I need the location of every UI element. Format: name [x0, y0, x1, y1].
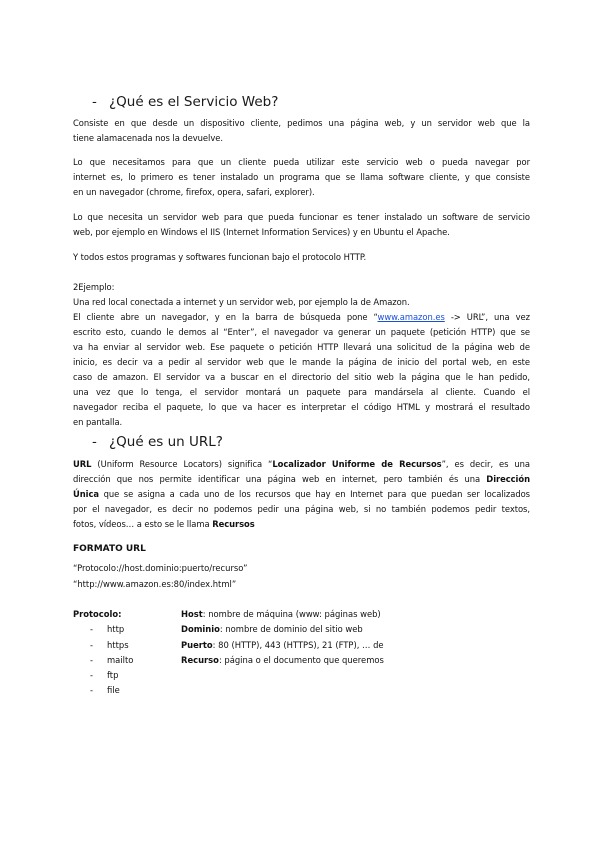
list-item — [73, 622, 133, 637]
protocol-label: Protocolo: — [73, 609, 122, 619]
protocol-name: http — [107, 624, 125, 635]
heading-dash: - — [92, 434, 97, 450]
heading-text: ¿Qué es el Servicio Web? — [109, 94, 279, 110]
paragraph-http — [73, 250, 530, 265]
text-line: Lo que necesitamos para que un cliente pueda utilizar este servicio web o pueda navegar por — [73, 157, 530, 167]
bold-term: Única — [73, 489, 99, 499]
text-line: Lo que necesita un servidor web para que pueda funcionar es tener instalado un software de servicio — [73, 212, 530, 222]
text-line — [73, 472, 530, 487]
text-fragment: que se asigna a cada uno de los recursos que hay en Internet para que puedan ser localizados — [99, 489, 530, 499]
domain-text: : nombre de dominio del sitio web — [219, 624, 363, 635]
list-item — [73, 683, 133, 698]
format-section — [73, 541, 247, 592]
heading-dash: - — [92, 94, 97, 110]
list-dash: - — [90, 685, 94, 696]
example-label: 2Ejemplo: — [73, 282, 115, 292]
paragraph-server-needs — [73, 210, 530, 240]
bold-term: Dirección — [486, 474, 530, 484]
protocol-column — [73, 607, 133, 699]
protocol-name: ftp — [107, 670, 119, 681]
port-description — [181, 638, 384, 653]
text-line — [73, 517, 530, 532]
url-term: URL — [73, 459, 92, 469]
text-line: web, por ejemplo en Windows el IIS (Internet Information Services) y en Ubuntu el Apache. — [73, 227, 450, 237]
host-label: Host — [181, 609, 203, 619]
text-fragment: -> URL”, una vez — [444, 312, 530, 322]
resource-text: : página o el documento que queremos — [218, 654, 384, 665]
text-line — [73, 487, 530, 502]
list-dash: - — [90, 624, 94, 635]
paragraph-example — [73, 280, 530, 430]
amazon-link[interactable]: www.amazon.es — [377, 312, 445, 322]
text-fragment: (Uniform Resource Locators) significa “ — [91, 459, 273, 469]
domain-label: Dominio — [181, 624, 220, 635]
text-line: inicio, es decir va a pedir al servidor web que le mande la página de inicio del portal web, en este — [73, 357, 530, 367]
text-line: va ha enviar al servidor web. Ese paquete o petición HTTP llevará una solicitud de la página web de — [73, 342, 530, 352]
text-line: Consiste en que desde un dispositivo cliente, pedimos una página web, y un servidor web que la — [73, 118, 530, 128]
text-fragment: ”, es decir, es una — [441, 459, 531, 469]
port-text: : 80 (HTTP), 443 (HTTPS), 21 (FTP), … de — [212, 639, 384, 650]
text-line: navegador reciba el paquete, lo que va hacer es interpretar el código HTML y mostrará el resultado — [73, 402, 530, 412]
heading-servicio-web — [92, 94, 278, 110]
text-line: escrito esto, cuando le demos al “Enter”, el navegador va generar un paquete (petición HTTP) que se — [73, 327, 530, 337]
protocol-name: file — [107, 685, 120, 696]
text-fragment: fotos, vídeos… a esto se le llama — [73, 519, 213, 529]
bold-term: Recursos — [212, 519, 255, 529]
protocol-name: https — [107, 639, 129, 650]
paragraph-definition — [73, 116, 530, 146]
port-label: Puerto — [181, 639, 213, 650]
heading-url — [92, 434, 223, 450]
bold-term: Localizador Uniforme de Recursos — [272, 459, 442, 469]
text-line: Una red local conectada a internet y un servidor web, por ejemplo la de Amazon. — [73, 297, 410, 307]
resource-description — [181, 653, 384, 668]
text-line — [73, 457, 530, 472]
text-line — [73, 310, 530, 325]
list-item — [73, 668, 133, 683]
format-example: “Protocolo://host.dominio:puerto/recurso” — [73, 563, 248, 573]
text-line: internet es, lo primero es tener instalado un programa que se llama software cliente, y que consiste — [73, 172, 530, 182]
domain-description — [181, 622, 384, 637]
text-fragment: dirección que nos permite identificar una página web en internet, pero también és una — [73, 474, 487, 484]
list-dash: - — [90, 654, 94, 665]
text-line: una vez que lo tenga, el servidor montará un paquete para mandársela al cliente. Cuando el — [73, 387, 530, 397]
paragraph-client-needs — [73, 155, 530, 200]
text-line: tiene alamacenada nos la devuelve. — [73, 133, 223, 143]
list-dash: - — [90, 639, 94, 650]
text-line: por el navegador, es decir no podemos pedir una página web, si no también podemos pedir textos, — [73, 504, 530, 514]
list-item — [73, 653, 133, 668]
text-line: en un navegador (chrome, firefox, opera, safari, explorer). — [73, 187, 315, 197]
host-description — [181, 607, 384, 622]
text-line: caso de amazon. El servidor va a buscar en el directorio del sitio web la página que le han pedido, — [73, 372, 530, 382]
paragraph-url-definition — [73, 457, 530, 532]
heading-text: ¿Qué es un URL? — [109, 434, 223, 450]
host-text: : nombre de máquina (www: páginas web) — [202, 609, 381, 619]
resource-label: Recurso — [181, 654, 219, 665]
protocol-name: mailto — [107, 654, 134, 665]
text-line: Y todos estos programas y softwares funcionan bajo el protocolo HTTP. — [73, 252, 367, 262]
url-parts-column — [181, 607, 384, 668]
format-example: “http://www.amazon.es:80/index.html” — [73, 579, 237, 589]
text-fragment: El cliente abre un navegador, y en la barra de búsqueda pone “ — [73, 312, 378, 322]
list-item — [73, 638, 133, 653]
list-dash: - — [90, 670, 94, 681]
text-line: en pantalla. — [73, 417, 123, 427]
format-title: FORMATO URL — [73, 544, 146, 554]
